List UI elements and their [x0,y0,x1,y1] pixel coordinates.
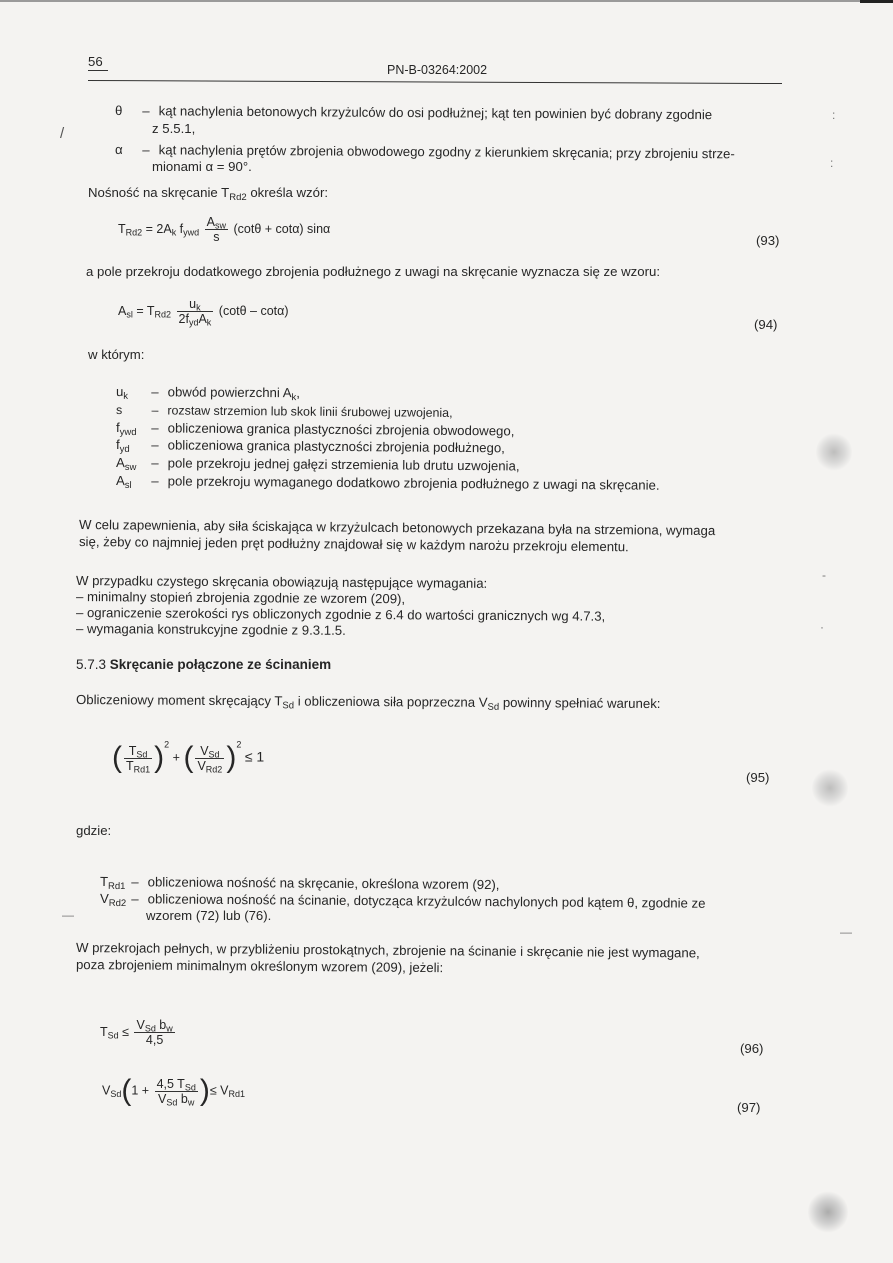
eq-symbol: V [102,1083,111,1098]
eq-denominator: b [177,1091,188,1106]
eq-subscript: Sd [208,749,220,760]
para-przekroje-line1: W przekrojach pełnych, w przybliżeniu prostokątnych, zbrojenie na ścinanie i skręcanie nie jest wymagane, [75,940,700,961]
scan-mark: : [830,156,834,170]
scan-mark: · [820,620,824,634]
eq-subscript: Sd [184,1082,196,1093]
def-dash: – [131,891,139,907]
eq-subscript: Rd2 [125,227,143,238]
gdzie-label: gdzie: [76,823,112,838]
def-asw [116,455,520,475]
eq-symbol: A [118,303,127,318]
eq-numerator: A [206,215,215,229]
def-symbol: u [115,384,124,400]
eq-numerator: V [136,1018,145,1032]
eq-relation: ≤ 1 [244,748,265,765]
equation-94 [118,297,289,326]
eq-numerator: V [200,743,209,758]
eq-subscript: Rd2 [154,309,172,320]
eq-subscript: Rd1 [133,764,151,775]
def-text: obliczeniowa nośność na ścinanie, dotycząca krzyżulców nachylonych pod kątem θ, zgodnie ze [147,891,706,911]
def-text: obwód powierzchni A [167,384,292,401]
eq-numerator: b [155,1018,167,1032]
eq-subscript: ywd [183,227,200,238]
eq-subscript: k [171,227,177,238]
def-text: pole przekroju jednej gałęzi strzemienia lub drutu uzwojenia, [167,455,520,474]
def-subscript: Rd1 [107,880,126,893]
eq-symbol: T [118,221,126,236]
def-text: obliczeniowa granica plastyczności zbrojenia obwodowego, [167,420,515,439]
scan-smudge [808,1190,848,1234]
scan-smudge [816,432,852,472]
def-dash: – [142,103,150,119]
paren-open: ( [183,741,194,774]
page-corner-mark [860,0,893,3]
eq-symbol: = 2A [142,221,172,236]
def-dash: – [142,142,150,158]
def-trd1 [100,874,500,893]
eq-denominator: V [197,758,206,773]
scan-mark: - [822,568,826,582]
para-text: określa wzór: [246,185,329,200]
equation-number-94: (94) [754,317,778,332]
para-text: i obliczeniowa siła poprzeczna V [294,693,488,710]
eq-subscript: Sd [110,1088,122,1099]
equation-96 [100,1018,177,1047]
def-dash: – [131,874,139,890]
scan-mark: / [60,125,65,142]
eq-symbol: T [100,1024,108,1039]
paren-open: ( [121,1074,132,1107]
equation-97 [102,1076,245,1106]
def-asl [116,473,660,494]
para-subscript: Sd [487,701,500,713]
list-item: – wymagania konstrukcyjne zgodnie z 9.3.1.5. [75,621,346,638]
fraction [124,744,152,773]
equation-95 [112,739,265,775]
def-s [116,402,453,421]
def-symbol: θ [114,103,123,119]
eq-denominator: V [158,1091,167,1106]
para-text: Nośność na skręcanie T [88,185,230,200]
def-vrd2-cont: wzorem (72) lub (76). [146,908,272,923]
def-symbol: A [115,473,125,489]
eq-subscript: yd [188,317,199,328]
para-celu-line2: się, żeby co najmniej jeden pręt podłużny znajdował się w każdym narożu przekroju elementu. [78,534,629,555]
def-subscript: k [291,392,297,404]
eq-operator: + [172,750,180,765]
equation-number-96: (96) [740,1041,764,1056]
list-item: – ograniczenie szerokości rys obliczonych zgodnie z 6.4 do wartości granicznych wg 4.7.3, [75,605,606,624]
def-dash: – [151,437,159,453]
para-subscript: Sd [282,700,295,712]
def-theta-cont: z 5.5.1, [152,121,196,136]
eq-relation: ≤ V [209,1083,229,1098]
eq-subscript: Sd [166,1097,178,1108]
def-subscript: sl [124,479,132,491]
def-subscript: k [123,390,129,402]
page-number: 56 [88,54,103,69]
def-symbol: T [99,874,109,890]
def-text: obliczeniowa granica plastyczności zbrojenia podłużnego, [167,437,505,456]
equation-number-97: (97) [737,1100,761,1115]
para-subscript: Rd2 [229,191,247,203]
fraction [134,1018,174,1047]
eq-subscript: w [187,1097,195,1108]
def-symbol: f [115,420,120,436]
page-number-underline [88,70,108,71]
eq-symbol: = T [132,303,155,318]
page-top-edge [0,0,893,2]
def-text: , [296,385,301,401]
section-heading [76,657,331,673]
para-asl: a pole przekroju dodatkowego zbrojenia podłużnego z uwagi na skręcanie wyznacza się ze wzoru: [86,264,660,279]
equation-93 [118,215,330,244]
def-text: rozstaw strzemion lub skok linii śrubowej uzwojenia, [167,403,453,420]
eq-term: 1 + [131,1083,153,1098]
def-subscript: sw [124,461,137,474]
eq-subscript: k [206,317,212,328]
def-dash: – [151,455,159,471]
scan-mark: : [832,108,836,122]
eq-symbol: f [176,221,184,236]
fraction [155,1077,198,1106]
fraction [177,297,214,326]
para-celu-line1: W celu zapewnienia, aby siła ściskająca w krzyżulcach betonowych przekazana była na strzemiona, wymaga [78,517,716,539]
def-dash: – [151,403,159,418]
header-rule [88,80,782,84]
eq-denominator: T [126,758,134,773]
def-fyd [116,437,505,456]
def-theta [115,103,712,123]
para-text: powinny spełniać warunek: [499,694,661,712]
def-subscript: yd [119,443,130,455]
eq-subscript: Sd [136,749,148,760]
def-text: kąt nachylenia prętów zbrojenia obwodowego zgodny z kierunkiem skręcania; przy zbrojeniu strze- [158,142,735,162]
paren-open: ( [112,741,122,774]
eq-subscript: sw [215,220,226,231]
fraction [195,744,224,773]
eq-subscript: Sd [144,1023,156,1034]
def-dash: – [151,420,159,436]
para-trd2 [88,185,328,201]
eq-exponent: 2 [164,739,170,750]
def-uk [115,384,301,404]
def-symbol: A [115,455,125,471]
paren-close: ) [226,741,237,774]
def-symbol: V [99,891,109,907]
def-text: pole przekroju wymaganego dodatkowo zbrojenia podłużnego z uwagi na skręcanie. [167,473,660,493]
eq-subscript: k [196,302,201,313]
scan-mark: — [840,925,852,939]
eq-denominator: 2f [178,312,189,326]
para-text: Obliczeniowy moment skręcający T [75,692,283,709]
eq-denominator: s [213,230,220,244]
def-text: kąt nachylenia betonowych krzyżulców do osi podłużnej; kąt ten powinien być dobrany zgodnie [158,103,713,123]
eq-subscript: Rd2 [205,764,223,775]
paren-close: ) [199,1074,210,1107]
eq-denominator: 4,5 [145,1033,164,1047]
fraction [205,215,228,244]
list-item: – minimalny stopień zbrojenia zgodnie ze wzorem (209), [75,589,406,607]
eq-numerator: 4,5 T [156,1076,185,1091]
para-moment [76,692,661,712]
scan-smudge [812,768,848,808]
eq-subscript: sl [126,309,133,320]
eq-subscript: w [166,1023,173,1034]
def-subscript: Rd2 [108,897,127,910]
eq-subscript: Rd1 [228,1088,246,1099]
where-label: w którym: [88,347,145,362]
eq-exponent: 2 [236,739,242,750]
def-subscript: ywd [119,426,137,439]
eq-rest: (cotθ + cotα) sinα [233,221,331,236]
section-title: Skręcanie połączone ze ścinaniem [109,657,332,672]
eq-relation: ≤ [118,1024,133,1039]
eq-denominator: A [198,312,207,326]
scan-mark: — [62,908,74,922]
eq-subscript: Sd [107,1030,119,1041]
para-przekroje-line2: poza zbrojeniem minimalnym określonym wzorem (209), jeżeli: [75,957,444,976]
eq-rest: (cotθ – cotα) [218,303,289,318]
eq-numerator: u [189,297,197,311]
eq-numerator: T [128,743,137,758]
equation-number-93: (93) [756,233,780,248]
standard-id: PN-B-03264:2002 [387,63,488,77]
def-text: obliczeniowa nośność na skręcanie, określona wzorem (92), [147,874,500,893]
paren-close: ) [154,741,165,774]
equation-number-95: (95) [746,770,770,785]
def-alpha-cont: mionami α = 90°. [152,159,252,174]
def-symbol: f [115,437,120,453]
section-number: 5.7.3 [76,657,107,672]
para-czystego-intro: W przypadku czystego skręcania obowiązują następujące wymagania: [75,573,488,591]
def-dash: – [151,384,159,400]
def-symbol: α [114,142,123,158]
def-symbol: s [115,403,123,418]
def-dash: – [151,473,159,489]
